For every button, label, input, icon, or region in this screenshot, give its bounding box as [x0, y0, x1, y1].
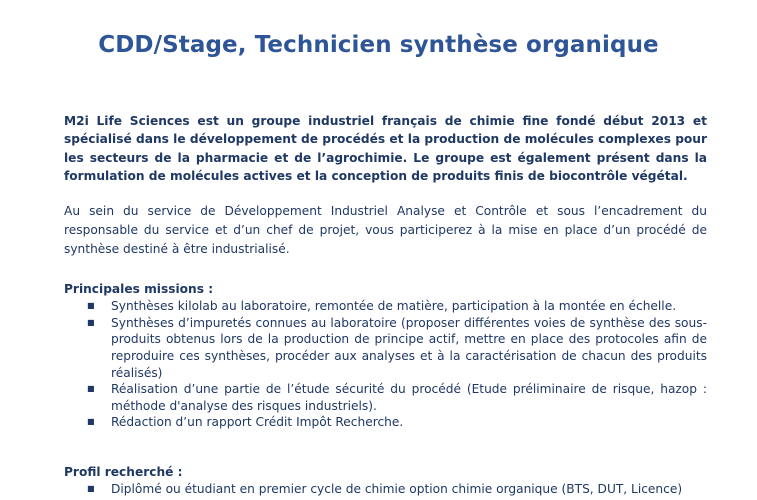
- missions-heading: Principales missions :: [64, 281, 214, 296]
- square-bullet-icon: ■: [87, 417, 95, 427]
- company-intro: M2i Life Sciences est un groupe industriel français de chimie fine fondé début 2013 et spécialisé dans le développement de procédés et la production de molécules complexes pour les secteurs de la pharmacie et de l’agrochimie. Le groupe est également présent dans la formulation de molécules actives et la conception de produits finis de biocontrôle végétal.: [64, 114, 707, 184]
- list-item: [87, 381, 707, 414]
- list-item: [87, 315, 707, 381]
- profile-list: [64, 481, 707, 498]
- missions-list: [64, 298, 707, 431]
- square-bullet-icon: ■: [87, 301, 95, 311]
- document-body: [64, 112, 707, 498]
- list-item: [87, 414, 707, 431]
- square-bullet-icon: ■: [87, 317, 95, 327]
- list-item-text: Rédaction d’un rapport Crédit Impôt Recherche.: [111, 415, 404, 430]
- page-title: CDD/Stage, Technicien synthèse organique: [98, 32, 659, 58]
- list-item: [87, 298, 707, 315]
- square-bullet-icon: ■: [87, 384, 95, 394]
- list-item-text: Réalisation d’une partie de l’étude sécurité du procédé (Etude préliminaire de risque, hazop : méthode d'analyse des risques industriels).: [111, 382, 707, 413]
- square-bullet-icon: ■: [87, 484, 95, 494]
- position-context: Au sein du service de Développement Industriel Analyse et Contrôle et sous l’encadrement du responsable du service et d’un chef de projet, vous participerez à la mise en place d’un procédé de synthèse destiné à être industrialisé.: [64, 203, 707, 257]
- list-item-text: Synthèses d’impuretés connues au laboratoire (proposer différentes voies de synthèse des sous-produits obtenus lors de la production de principe actif, mettre en place des protocoles afin de reproduire ces synthèses, procéder aux analyses et à la caractérisation de chacun des produits réalisés): [111, 315, 707, 380]
- list-item: [87, 481, 707, 498]
- list-item-text: Synthèses kilolab au laboratoire, remontée de matière, participation à la montée en échelle.: [111, 299, 677, 314]
- list-item-text: Diplômé ou étudiant en premier cycle de chimie option chimie organique (BTS, DUT, Licence): [111, 482, 683, 497]
- profile-heading: Profil recherché :: [64, 465, 183, 479]
